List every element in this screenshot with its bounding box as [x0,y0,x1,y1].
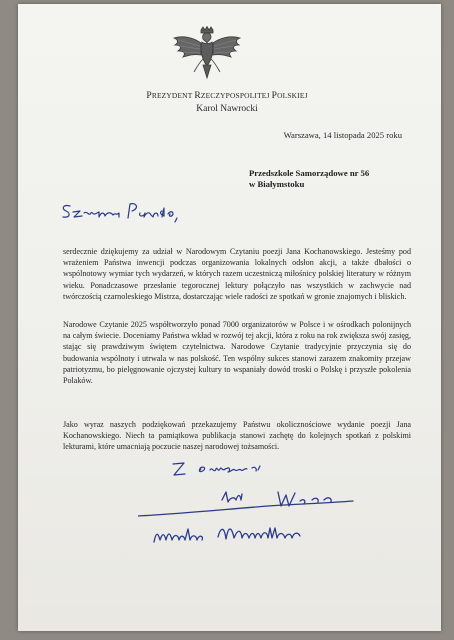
polish-eagle-emblem-icon [170,26,244,86]
handwritten-salutation [58,198,218,228]
recipient-line-2: w Białymstoku [249,179,305,189]
person-name: Karol Nawrocki [196,104,258,114]
recipient-address [249,168,369,190]
paragraph-3: Jako wyraz naszych podziękowań przekazujemy Państwu okolicznościowe wydanie poezji Jana Kochanowskiego. Niech ta pamiątkowa publikacja stanowi zachętę do kolejnych spotkań z polskimi lekturami, które umacniają poczucie naszej narodowej tożsamości. [63,420,411,452]
paragraph-2: Narodowe Czytanie 2025 współtworzyło ponad 7000 organizatorów w Polsce i w ośrodkach polonijnych na całym świecie. Doceniamy Państwa wkład w rozwój tej akcji, która z roku na rok zwiększa swój zasięg, stając się prawdziwym świętem czytelnictwa. Narodowe Czytanie tradycyjnie przyczynia się do budowania wspólnoty i utrwala w nas polskość. Ten wspólny sukces stanowi zarazem znakomity przejaw patriotyzmu, bo pielęgnowanie ojczystej kultury to wspaniały dowód troski o Polskę i przyszłe pokolenia Polaków. [63,320,411,386]
recipient-line-1: Przedszkole Samorządowe nr 56 [249,168,370,178]
office-title: PREZYDENT RZECZYPOSPOLITEJ POLSKIEJ [146,91,308,101]
handwritten-closing [170,457,290,483]
place-date: Warszawa, 14 listopada 2025 roku [283,130,402,140]
paragraph-1: serdecznie dziękujemy za udział w Narodowym Czytaniu poezji Jana Kochanowskiego. Jesteśmy pod wrażeniem Państwa inwencji podczas organizowania lokalnych odsłon akcji, a także dbałości o wspólnotowy wymiar tych wydarzeń, w których razem uczestniczą miłośnicy polskiej literatury w różnym wieku. Ponadczasowe przesłanie tegorocznej lektury połączyło nas wszystkich w zachwycie nad twórczością czarnoleskiego Mistrza, dostarczając wiele radości ze spotkań w gronie znajomych i bliskich. [63,247,411,301]
handwritten-signature [138,484,360,556]
